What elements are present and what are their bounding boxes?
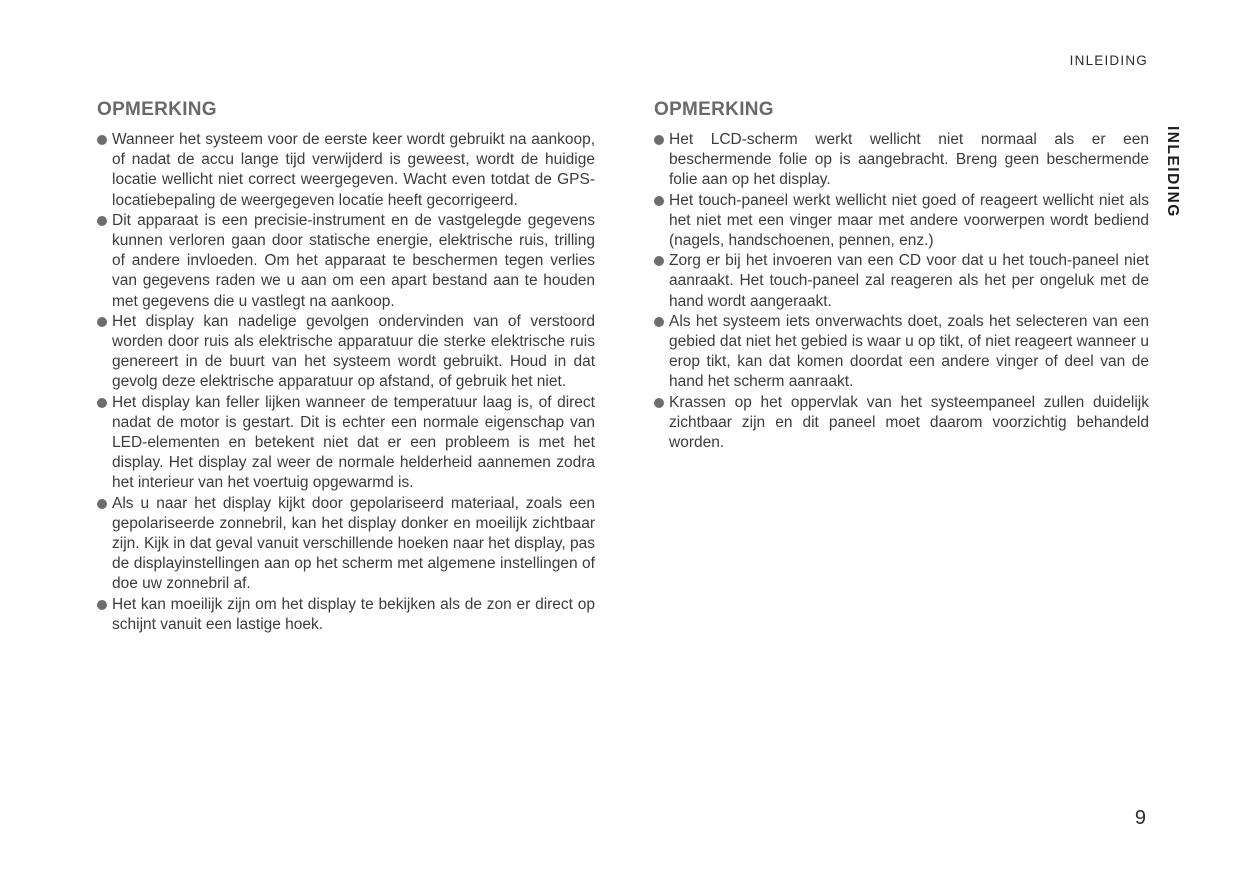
note-item	[654, 393, 1149, 454]
bullet-icon	[654, 256, 664, 266]
bullet-icon	[654, 196, 664, 206]
bullet-icon	[97, 600, 107, 610]
note-item	[654, 312, 1149, 393]
note-item-text: Zorg er bij het invoeren van een CD voor dat u het touch-paneel niet aanraakt. Het touch-paneel zal reageren als het per ongeluk met de hand wordt aangeraakt.	[669, 252, 1149, 310]
note-heading: OPMERKING	[654, 99, 774, 120]
note-item	[97, 211, 595, 312]
bullet-icon	[97, 317, 107, 327]
bullet-icon	[97, 135, 107, 145]
note-item	[97, 393, 595, 494]
note-item-text: Het LCD-scherm werkt wellicht niet normaal als er een beschermende folie op is aangebracht. Breng geen beschermende folie aan op het display.	[669, 131, 1149, 189]
bullet-icon	[97, 499, 107, 509]
note-item-text: Krassen op het oppervlak van het systeempaneel zullen duidelijk zichtbaar zijn en dit paneel moet daarom voorzichtig behandeld worden.	[669, 393, 1149, 452]
bullet-icon	[97, 216, 107, 226]
note-item	[654, 251, 1149, 312]
note-item-text: Het display kan feller lijken wanneer de temperatuur laag is, of direct nadat de motor is gestart. Dit is echter een normale eigenschap van LED-elementen en betekent niet dat er een probleem is met het display. Het display zal weer de normale helderheid aannemen zodra het interieur van het voertuig opgewarmd is.	[112, 393, 595, 492]
note-item	[97, 130, 595, 211]
chapter-tab-inleiding: INLEIDING	[1164, 126, 1181, 218]
note-item-text: Wanneer het systeem voor de eerste keer wordt gebruikt na aankoop, of nadat de accu lange tijd verwijderd is geweest, wordt de huidige locatie wellicht niet correct weergegeven. Wacht even totdat de GPS-locatiebepaling de weergegeven locatie heeft gecorrigeerd.	[112, 131, 595, 209]
note-item	[654, 130, 1149, 191]
bullet-icon	[654, 317, 664, 327]
bullet-icon	[97, 398, 107, 408]
right-column	[654, 99, 1149, 453]
note-item	[97, 494, 595, 595]
note-list	[654, 130, 1149, 453]
note-item	[97, 312, 595, 393]
note-item-text: Als het systeem iets onverwachts doet, zoals het selecteren van een gebied dat niet het gebied is waar u op tikt, of niet reageert wanneer u erop tikt, kan dat komen doordat een andere vinger of deel van de hand het scherm aanraakt.	[669, 312, 1149, 391]
note-heading: OPMERKING	[97, 99, 217, 120]
note-item-text: Als u naar het display kijkt door gepolariseerd materiaal, zoals een gepolariseerde zonnebril, kan het display donker en moeilijk zichtbaar zijn. Kijk in dat geval vanuit verschillende hoeken naar het display, pas de displayinstellingen aan op het scherm met algemene instellingen of doe uw zonnebril af.	[112, 494, 595, 593]
note-item-text: Het touch-paneel werkt wellicht niet goed of reageert wellicht niet als het niet met een vinger maar met andere voorwerpen wordt bediend (nagels, handschoenen, pennen, enz.)	[669, 191, 1149, 250]
note-item	[97, 595, 595, 635]
page-number: 9	[1134, 807, 1146, 829]
bullet-icon	[654, 398, 664, 408]
note-item-text: Dit apparaat is een precisie-instrument en de vastgelegde gegevens kunnen verloren gaan door statische energie, elektrische ruis, trilling of andere invloeden. Om het apparaat te beschermen tegen verlies van gegevens raden we u aan om een apart bestand aan te houden met gegevens die u vastlegt na aankoop.	[112, 211, 595, 310]
note-list	[97, 130, 595, 635]
left-column	[97, 99, 595, 635]
note-item-text: Het display kan nadelige gevolgen ondervinden van of verstoord worden door ruis als elektrische apparatuur die sterke elektrische ruis genereert in de buurt van het systeem wordt gebruikt. Houd in dat gevolg deze elektrische apparatuur op afstand, of gebruik het niet.	[112, 312, 595, 391]
running-header: INLEIDING	[1069, 53, 1148, 68]
bullet-icon	[654, 135, 664, 145]
note-item-text: Het kan moeilijk zijn om het display te bekijken als de zon er direct op schijnt vanuit een lastige hoek.	[112, 595, 595, 633]
note-item	[654, 191, 1149, 252]
